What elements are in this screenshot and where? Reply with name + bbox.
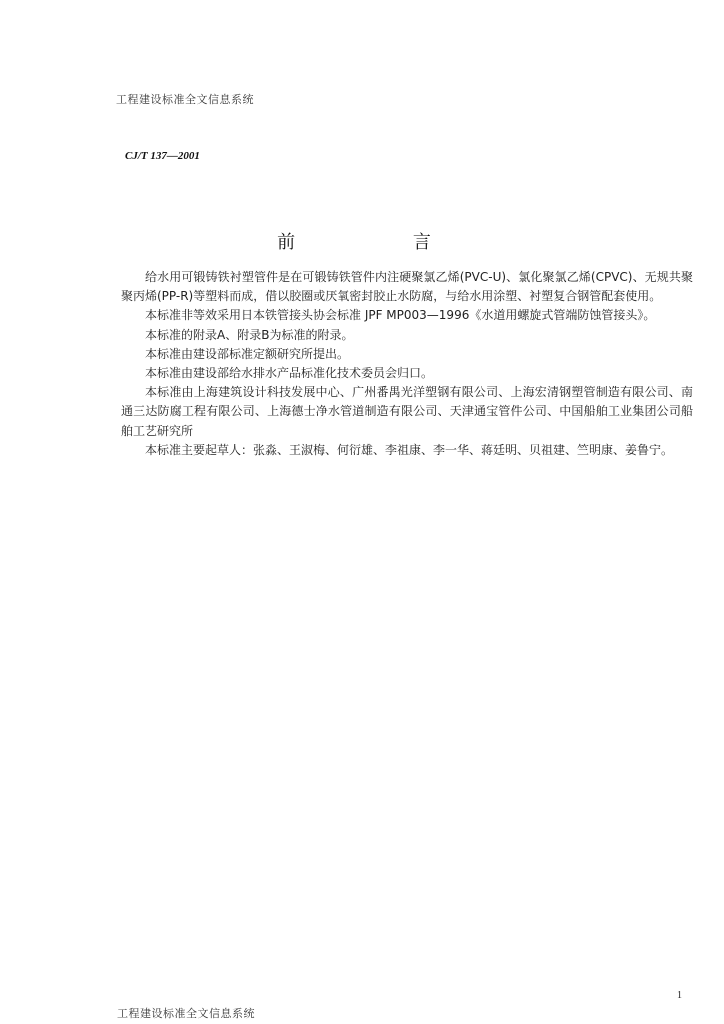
paragraph: 本标准的附录A、附录B为标准的附录。 [145,327,354,342]
foreword-body [121,268,693,460]
page-header: 工程建设标准全文信息系统 [116,93,254,106]
standard-number: CJ/T 137—2001 [125,150,200,162]
paragraph: 本标准主要起草人：张淼、王淑梅、何衍雄、李祖康、李一华、蒋廷明、贝祖建、竺明康、姜鲁宁。 [145,442,674,457]
paragraph: 给水用可锻铸铁衬塑管件是在可锻铸铁管件内注硬聚氯乙烯(PVC-U)、氯化聚氯乙烯(CPVC)、无规共聚聚丙烯(PP-R)等塑料而成，借以胶圈或厌氧密封胶止水防腐，与给水用涂塑、衬塑复合钢管配套使用。 [121,270,693,304]
paragraph: 本标准非等效采用日本铁管接头协会标准 JPF MP003—1996《水道用螺旋式管端防蚀管接头》。 [145,308,656,323]
paragraph: 本标准由建设部给水排水产品标准化技术委员会归口。 [145,366,434,381]
page-footer: 工程建设标准全文信息系统 [117,1007,255,1020]
paragraph: 本标准由上海建筑设计科技发展中心、广州番禺光洋塑钢有限公司、上海宏清钢塑管制造有限公司、南通三达防腐工程有限公司、上海德士净水管道制造有限公司、天津通宝管件公司、中国船舶工业集团公司船舶工艺研究所 [121,385,693,438]
page-number: 1 [677,990,682,1001]
page-title: 前 言 [277,232,487,253]
paragraph: 本标准由建设部标准定额研究所提出。 [145,346,350,361]
